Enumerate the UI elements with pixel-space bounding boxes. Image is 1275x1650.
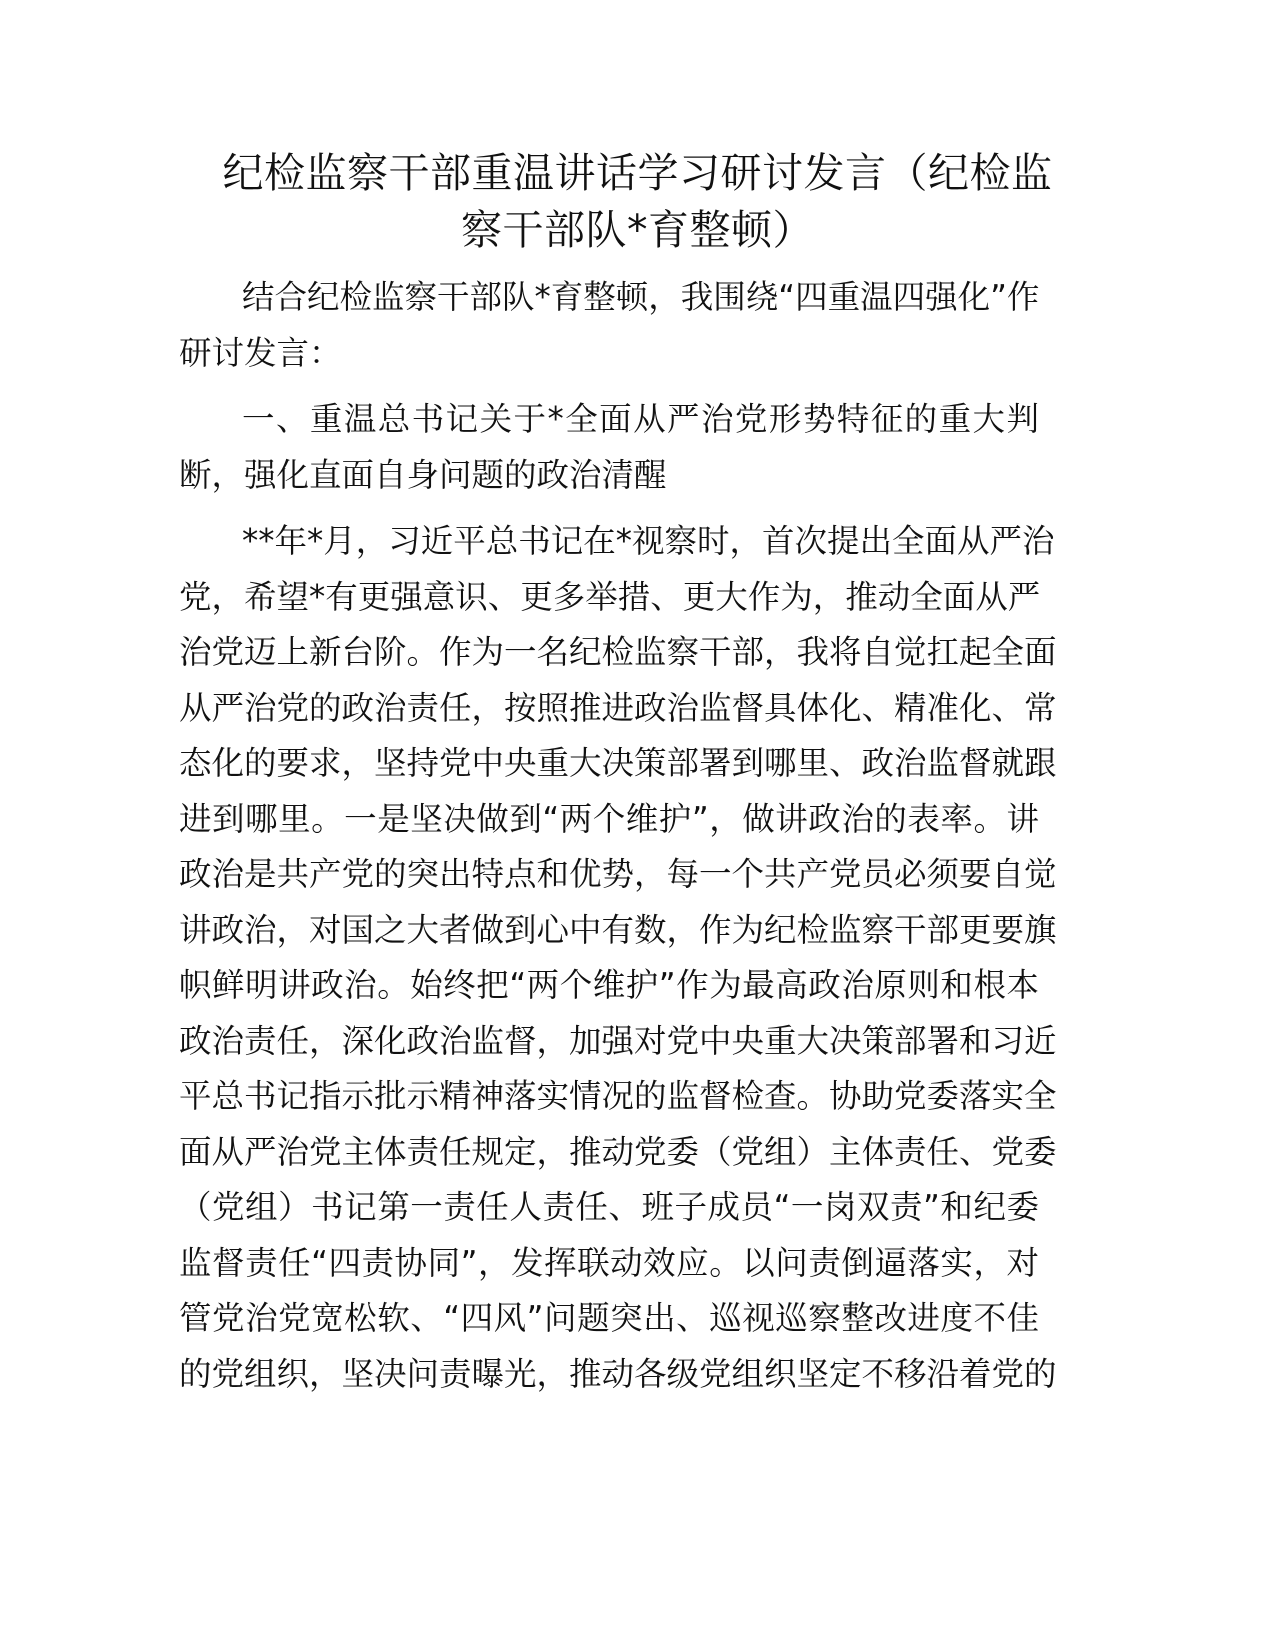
text-line: 讲政治，对国之大者做到心中有数，作为纪检监察干部更要旗 xyxy=(179,910,1057,949)
text-line: （党组）书记第一责任人责任、班子成员“一岗双责”和纪委 xyxy=(179,1188,1039,1226)
text-line: 态化的要求，坚持党中央重大决策部署到哪里、政治监督就跟 xyxy=(179,744,1057,782)
text-line: 结合纪检监察干部队*育整顿，我围绕“四重温四强化”作 xyxy=(242,278,1040,316)
section-heading-1 xyxy=(179,392,1039,503)
text-line: 的党组织，坚决问责曝光，推动各级党组织坚定不移沿着党的 xyxy=(179,1354,1057,1393)
text-line: 断，强化直面自身问题的政治清醒 xyxy=(179,455,667,494)
document-body xyxy=(179,270,1057,1402)
text-line: 政治是共产党的突出特点和优势，每一个共产党员必须要自觉 xyxy=(179,855,1057,893)
text-line: **年*月，习近平总书记在*视察时，首次提出全面从严治 xyxy=(242,522,1055,560)
text-line: 党，希望*有更强意识、更多举措、更大作为，推动全面从严 xyxy=(179,577,1041,616)
paragraph-spacing xyxy=(179,381,1039,392)
text-line: 一、重温总书记关于*全面从严治党形势特征的重大判 xyxy=(242,400,1039,438)
text-line: 监督责任“四责协同”，发挥联动效应。以问责倒逼落实，对 xyxy=(179,1243,1039,1282)
text-line: 平总书记指示批示精神落实情况的监督检查。协助党委落实全 xyxy=(179,1077,1057,1115)
title-line: 纪检监察干部重温讲话学习研讨发言（纪检监 xyxy=(222,149,1053,197)
text-line: 研讨发言： xyxy=(179,333,342,372)
text-line: 管党治党宽松软、“四风”问题突出、巡视巡察整改进度不佳 xyxy=(179,1299,1039,1337)
text-line: 治党迈上新台阶。作为一名纪检监察干部，我将自觉扛起全面 xyxy=(179,633,1057,671)
paragraph-spacing xyxy=(179,503,1039,514)
title-line: 察干部队*育整顿） xyxy=(461,206,814,254)
text-line: 从严治党的政治责任，按照推进政治监督具体化、精准化、常 xyxy=(179,688,1057,727)
text-line: 面从严治党主体责任规定，推动党委（党组）主体责任、党委 xyxy=(179,1132,1057,1171)
document-title xyxy=(150,145,1125,259)
text-line: 进到哪里。一是坚决做到“两个维护”，做讲政治的表率。讲 xyxy=(179,799,1039,838)
paragraph-body-1 xyxy=(179,514,1057,1402)
text-line: 帜鲜明讲政治。始终把“两个维护”作为最高政治原则和根本 xyxy=(179,966,1039,1004)
text-line: 政治责任，深化政治监督，加强对党中央重大决策部署和习近 xyxy=(179,1021,1057,1060)
paragraph-intro xyxy=(179,270,1039,381)
